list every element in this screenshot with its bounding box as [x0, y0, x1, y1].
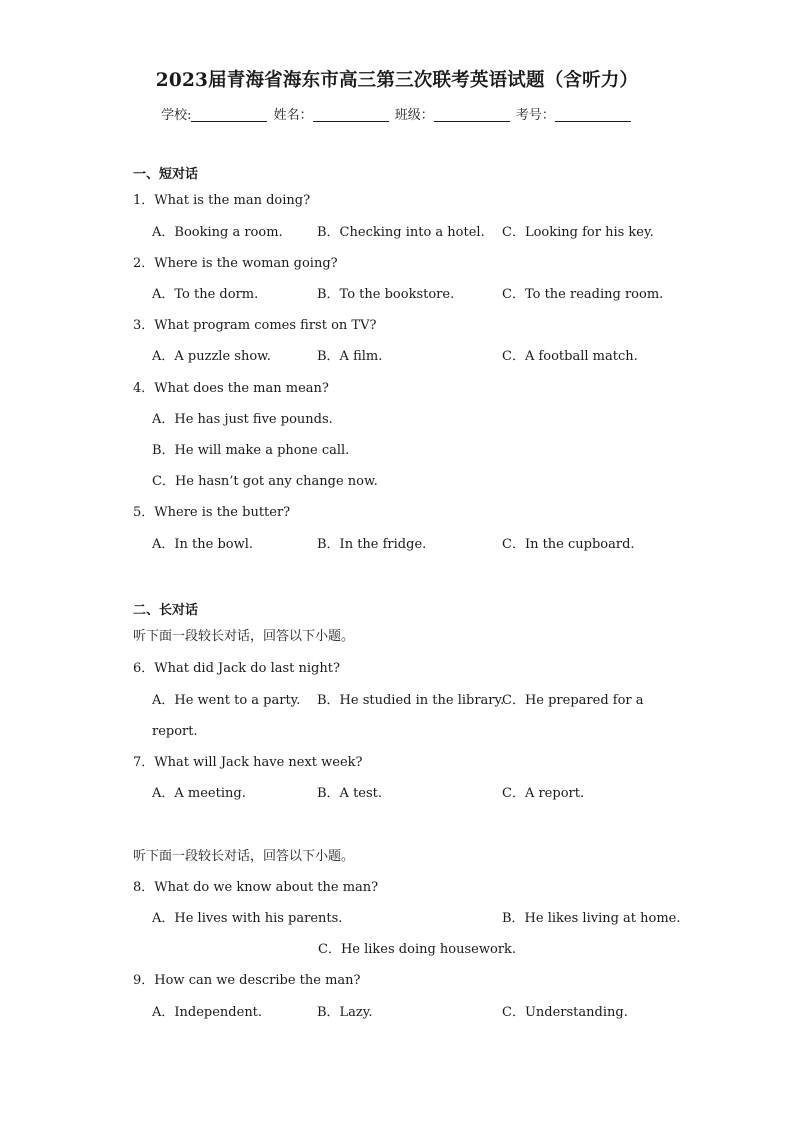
question-5: 5．Where is the butter?	[133, 505, 291, 520]
section-instruction-1: 听下面一段较长对话，回答以下小题。	[133, 629, 355, 644]
q5-option-a: A．In the bowl.	[152, 537, 254, 552]
exam-number-blank	[555, 107, 631, 122]
q7-option-b: B．A test.	[317, 786, 383, 801]
q2-option-a: A．To the dorm.	[152, 287, 259, 302]
class-blank	[434, 107, 510, 122]
question-9: 9．How can we describe the man?	[133, 973, 361, 988]
student-info-line	[0, 104, 794, 123]
q1-option-b: B．Checking into a hotel.	[317, 225, 485, 240]
q3-option-b: B．A film.	[317, 349, 383, 364]
section-heading-short-dialogue: 一、短对话	[133, 167, 199, 182]
question-4: 4．What does the man mean?	[133, 381, 329, 396]
q1-option-c: C．Looking for his key.	[502, 225, 654, 240]
school-label: 学校:	[161, 108, 192, 123]
q5-option-c: C．In the cupboard.	[502, 537, 635, 552]
question-8: 8．What do we know about the man?	[133, 880, 379, 895]
name-label: 姓名：	[273, 108, 313, 123]
q3-option-a: A．A puzzle show.	[152, 349, 271, 364]
question-1: 1．What is the man doing?	[133, 193, 311, 208]
q3-option-c: C．A football match.	[502, 349, 638, 364]
q6-option-b: B．He studied in the library.	[317, 693, 505, 708]
name-blank	[313, 107, 389, 122]
q9-option-a: A．Independent.	[152, 1005, 263, 1020]
q6-option-c-continued: report.	[152, 724, 198, 739]
q2-option-c: C．To the reading room.	[502, 287, 664, 302]
q7-option-a: A．A meeting.	[152, 786, 246, 801]
class-label: 班级：	[394, 108, 434, 123]
q8-option-a: A．He lives with his parents.	[152, 911, 343, 926]
q5-option-b: B．In the fridge.	[317, 537, 427, 552]
q6-option-a: A．He went to a party.	[152, 693, 301, 708]
question-7: 7．What will Jack have next week?	[133, 755, 363, 770]
q1-option-a: A．Booking a room.	[152, 225, 283, 240]
question-6: 6．What did Jack do last night?	[133, 661, 340, 676]
page-title: 2023届青海省海东市高三第三次联考英语试题（含听力）	[155, 70, 639, 91]
q6-option-c: C．He prepared for a	[502, 693, 644, 708]
q9-option-c: C．Understanding.	[502, 1005, 628, 1020]
q4-option-c: C．He hasn’t got any change now.	[152, 474, 378, 489]
q2-option-b: B．To the bookstore.	[317, 287, 455, 302]
question-2: 2．Where is the woman going?	[133, 256, 338, 271]
q4-option-a: A．He has just five pounds.	[152, 412, 333, 427]
question-3: 3．What program comes first on TV?	[133, 318, 377, 333]
q4-option-b: B．He will make a phone call.	[152, 443, 350, 458]
q9-option-b: B．Lazy.	[317, 1005, 373, 1020]
q8-option-c: C．He likes doing housework.	[318, 942, 517, 957]
q8-option-b: B．He likes living at home.	[502, 911, 681, 926]
q7-option-c: C．A report.	[502, 786, 585, 801]
school-blank	[191, 107, 267, 122]
section-instruction-2: 听下面一段较长对话，回答以下小题。	[133, 849, 355, 864]
section-heading-long-dialogue: 二、长对话	[133, 603, 199, 618]
exam-number-label: 考号：	[515, 108, 555, 123]
